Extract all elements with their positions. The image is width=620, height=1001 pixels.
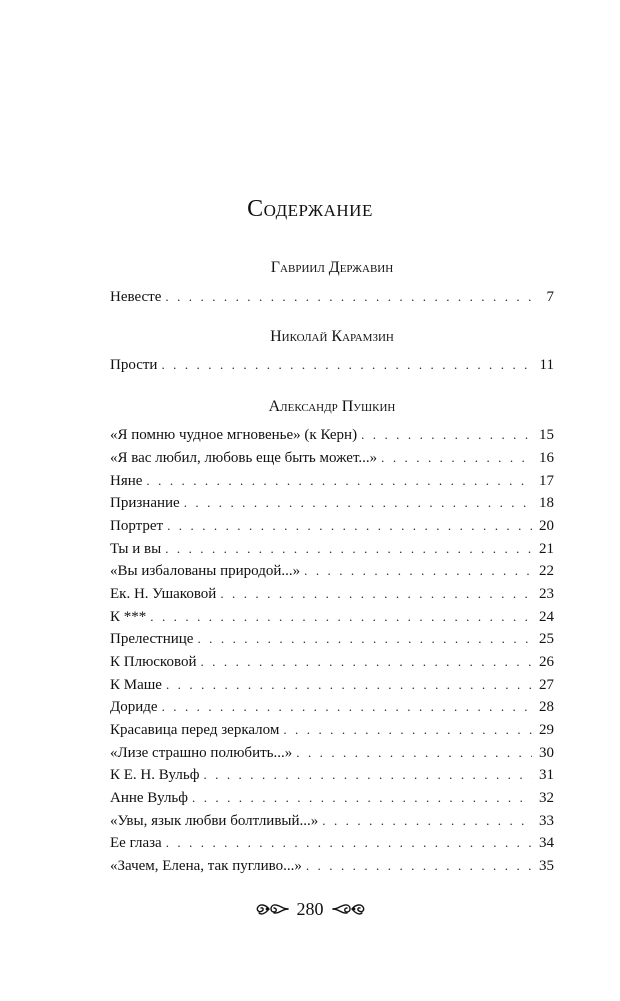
entry-page-number: 16 (539, 450, 554, 466)
entry-page-number: 7 (546, 289, 554, 305)
entry-title: Красавица перед зеркалом (110, 722, 280, 738)
toc-entry[interactable] (110, 470, 554, 492)
toc-entry[interactable] (110, 628, 554, 650)
toc-entry[interactable] (110, 492, 554, 514)
entry-page-number: 28 (539, 699, 554, 715)
dot-leader (184, 492, 532, 514)
page-title: Содержание (247, 196, 373, 222)
entry-title: Портрет (110, 518, 164, 534)
toc-entry[interactable] (110, 286, 554, 308)
entry-page-number: 27 (539, 677, 554, 693)
entry-title: Дориде (110, 699, 158, 715)
dot-leader (283, 719, 532, 741)
dot-leader (306, 855, 532, 877)
entry-page-number: 31 (539, 767, 554, 783)
entry-title: «Лизе страшно полюбить...» (110, 745, 293, 761)
entry-page-number: 18 (539, 495, 554, 511)
entry-page-number: 26 (539, 654, 554, 670)
dot-leader (361, 424, 532, 446)
page-footer (0, 896, 620, 922)
dot-leader (150, 606, 532, 628)
entry-title: Няне (110, 473, 143, 489)
entry-page-number: 32 (539, 790, 554, 806)
entry-page-number: 34 (539, 835, 554, 851)
entry-title: Признание (110, 495, 180, 511)
flourish-ornament-icon (332, 900, 366, 918)
toc-entry[interactable] (110, 719, 554, 741)
entry-page-number: 25 (539, 631, 554, 647)
toc-entry[interactable] (110, 354, 554, 376)
dot-leader (381, 447, 532, 469)
entry-page-number: 30 (539, 745, 554, 761)
entry-page-number: 24 (539, 609, 554, 625)
dot-leader (203, 764, 532, 786)
toc-entry[interactable] (110, 855, 554, 877)
page-number: 280 (296, 899, 324, 919)
entry-title: «Я помню чудное мгновенье» (к Керн) (110, 427, 358, 443)
dot-leader (304, 560, 532, 582)
toc-entry[interactable] (110, 810, 554, 832)
entry-page-number: 35 (539, 858, 554, 874)
toc-entry[interactable] (110, 764, 554, 786)
dot-leader (220, 583, 532, 605)
dot-leader (192, 787, 532, 809)
entry-title: К Плюсковой (110, 654, 197, 670)
dot-leader (200, 651, 532, 673)
toc-entry[interactable] (110, 424, 554, 446)
dot-leader (146, 470, 532, 492)
dot-leader (166, 832, 532, 854)
entry-page-number: 11 (539, 357, 554, 373)
flourish-ornament-icon (255, 900, 289, 918)
entry-title: Анне Вульф (110, 790, 188, 806)
dot-leader (322, 810, 532, 832)
entry-title: К *** (110, 609, 147, 625)
dot-leader (165, 538, 532, 560)
entry-title: «Увы, язык любви болтливый...» (110, 813, 319, 829)
toc-entry[interactable] (110, 651, 554, 673)
entry-page-number: 15 (539, 427, 554, 443)
entry-title: «Я вас любил, любовь еще быть может...» (110, 450, 378, 466)
entry-title: Ты и вы (110, 541, 162, 557)
author-heading: Гавриил Державин (270, 259, 394, 276)
entry-title: К Е. Н. Вульф (110, 767, 200, 783)
entry-page-number: 29 (539, 722, 554, 738)
toc-entry[interactable] (110, 447, 554, 469)
dot-leader (167, 515, 532, 537)
dot-leader (166, 674, 532, 696)
toc-entry[interactable] (110, 583, 554, 605)
entry-title: Прелестнице (110, 631, 194, 647)
entry-title: «Вы избалованы природой...» (110, 563, 301, 579)
toc-entry[interactable] (110, 560, 554, 582)
entry-page-number: 20 (539, 518, 554, 534)
dot-leader (296, 742, 532, 764)
entry-title: «Зачем, Елена, так пугливо...» (110, 858, 302, 874)
entry-page-number: 22 (539, 563, 554, 579)
dot-leader (161, 354, 532, 376)
entry-page-number: 17 (539, 473, 554, 489)
entry-page-number: 23 (539, 586, 554, 602)
author-heading: Александр Пушкин (268, 398, 396, 415)
entry-page-number: 33 (539, 813, 554, 829)
entry-title: Ее глаза (110, 835, 162, 851)
toc-entry[interactable] (110, 832, 554, 854)
toc-entry[interactable] (110, 606, 554, 628)
dot-leader (197, 628, 532, 650)
dot-leader (165, 286, 532, 308)
dot-leader (162, 696, 532, 718)
entry-title: Прости (110, 357, 158, 373)
author-heading: Николай Карамзин (270, 328, 394, 345)
toc-entry[interactable] (110, 538, 554, 560)
entry-title: Невесте (110, 289, 162, 305)
entry-page-number: 21 (539, 541, 554, 557)
entry-title: Ек. Н. Ушаковой (110, 586, 217, 602)
entry-title: К Маше (110, 677, 162, 693)
toc-entry[interactable] (110, 696, 554, 718)
toc-entry[interactable] (110, 515, 554, 537)
toc-entry[interactable] (110, 787, 554, 809)
toc-entry[interactable] (110, 674, 554, 696)
toc-entry[interactable] (110, 742, 554, 764)
